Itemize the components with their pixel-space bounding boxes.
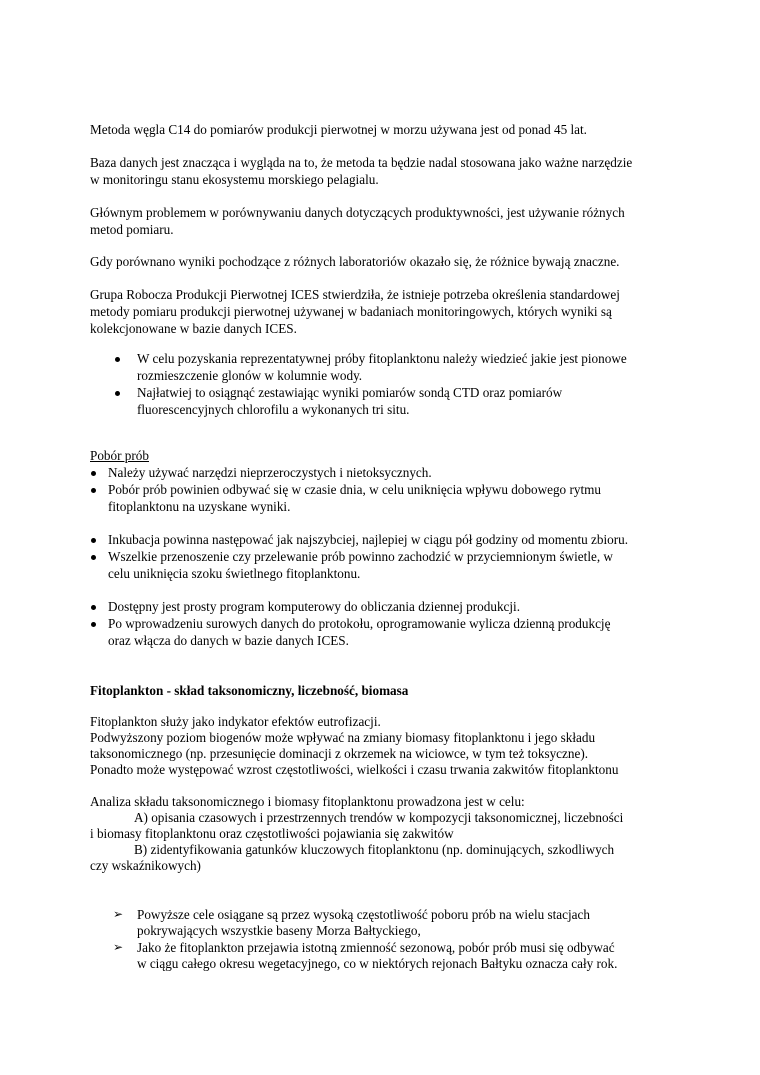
paragraph-text: Baza danych jest znacząca i wygląda na to, że metoda ta będzie nadal stosowana jako ważne narzędzie xyxy=(90,155,633,170)
list-item: Należy używać narzędzi nieprzeroczystych i nietoksycznych. xyxy=(108,465,432,480)
paragraph-text: w monitoringu stanu ekosystemu morskiego pelagialu. xyxy=(90,172,379,187)
list-item: Inkubacja powinna następować jak najszybciej, najlepiej w ciągu pół godziny od momentu zbioru. xyxy=(108,532,629,547)
list-item: fitoplanktonu na uzyskane wyniki. xyxy=(108,499,291,514)
list-item: celu uniknięcia szoku świetlnego fitoplanktonu. xyxy=(108,566,361,581)
bullet-icon xyxy=(91,555,96,560)
list-item: W celu pozyskania reprezentatywnej próby fitoplanktonu należy wiedzieć jakie jest pionowe xyxy=(137,351,627,366)
bullet-icon xyxy=(91,605,96,610)
arrow-bullet-icon: ➢ xyxy=(113,940,124,954)
list-item: Wszelkie przenoszenie czy przelewanie prób powinno zachodzić w przyciemnionym świetle, w xyxy=(108,549,613,564)
list-item: Jako że fitoplankton przejawia istotną zmienność sezonową, pobór prób musi się odbywać xyxy=(137,940,615,955)
paragraph-text: czy wskaźnikowych) xyxy=(90,858,201,873)
bullet-icon xyxy=(91,538,96,543)
paragraph-text: B) zidentyfikowania gatunków kluczowych fitoplanktonu (np. dominujących, szkodliwych xyxy=(134,842,615,857)
bullet-icon xyxy=(91,622,96,627)
paragraph-text: kolekcjonowane w bazie danych ICES. xyxy=(90,321,297,336)
section-heading: Fitoplankton - skład taksonomiczny, liczebność, biomasa xyxy=(90,683,409,698)
section-heading: Pobór prób xyxy=(90,448,149,463)
list-item: rozmieszczenie glonów w kolumnie wody. xyxy=(137,368,363,383)
paragraph-text: Fitoplankton służy jako indykator efektów eutrofizacji. xyxy=(90,714,381,729)
list-item: fluorescencyjnych chlorofilu a wykonanych tri situ. xyxy=(137,402,410,417)
paragraph-text: metod pomiaru. xyxy=(90,222,174,237)
paragraph-text: Metoda węgla C14 do pomiarów produkcji pierwotnej w morzu używana jest od ponad 45 lat. xyxy=(90,122,587,137)
paragraph-text: Głównym problemem w porównywaniu danych dotyczących produktywności, jest używanie różnych xyxy=(90,205,625,220)
paragraph-text: Podwyższony poziom biogenów może wpływać na zmiany biomasy fitoplanktonu i jego składu xyxy=(90,730,596,745)
paragraph-text: taksonomicznego (np. przesunięcie dominacji z okrzemek na wiciowce, w tym też toksyczne). xyxy=(90,746,589,761)
bullet-icon xyxy=(91,488,96,493)
bullet-icon xyxy=(115,391,120,396)
paragraph-text: metody pomiaru produkcji pierwotnej używanej w badaniach monitoringowych, których wyniki są xyxy=(90,304,612,319)
paragraph-text: Grupa Robocza Produkcji Pierwotnej ICES stwierdziła, że istnieje potrzeba określenia standardowej xyxy=(90,287,620,302)
bullet-icon xyxy=(91,471,96,476)
list-item: Pobór prób powinien odbywać się w czasie dnia, w celu uniknięcia wpływu dobowego rytmu xyxy=(108,482,601,497)
list-item: w ciągu całego okresu wegetacyjnego, co w niektórych rejonach Bałtyku oznacza cały rok. xyxy=(137,956,618,971)
paragraph-text: Ponadto może występować wzrost częstotliwości, wielkości i czasu trwania zakwitów fitoplanktonu xyxy=(90,762,619,777)
paragraph-text: A) opisania czasowych i przestrzennych trendów w kompozycji taksonomicznej, liczebności xyxy=(134,810,624,825)
paragraph-text: Gdy porównano wyniki pochodzące z różnych laboratoriów okazało się, że różnice bywają znaczne. xyxy=(90,254,620,269)
arrow-bullet-icon: ➢ xyxy=(113,907,124,921)
list-item: Dostępny jest prosty program komputerowy do obliczania dziennej produkcji. xyxy=(108,599,521,614)
list-item: Po wprowadzeniu surowych danych do protokołu, oprogramowanie wylicza dzienną produkcję xyxy=(108,616,611,631)
paragraph-text: i biomasy fitoplanktonu oraz częstotliwości pojawiania się zakwitów xyxy=(90,826,454,841)
paragraph-text: Analiza składu taksonomicznego i biomasy fitoplanktonu prowadzona jest w celu: xyxy=(90,794,525,809)
list-item: pokrywających wszystkie baseny Morza Bałtyckiego, xyxy=(137,923,421,938)
list-item: Najłatwiej to osiągnąć zestawiając wyniki pomiarów sondą CTD oraz pomiarów xyxy=(137,385,563,400)
bullet-icon xyxy=(115,357,120,362)
list-item: oraz włącza do danych w bazie danych ICES. xyxy=(108,633,349,648)
list-item: Powyższe cele osiągane są przez wysoką częstotliwość poboru prób na wielu stacjach xyxy=(137,907,590,922)
